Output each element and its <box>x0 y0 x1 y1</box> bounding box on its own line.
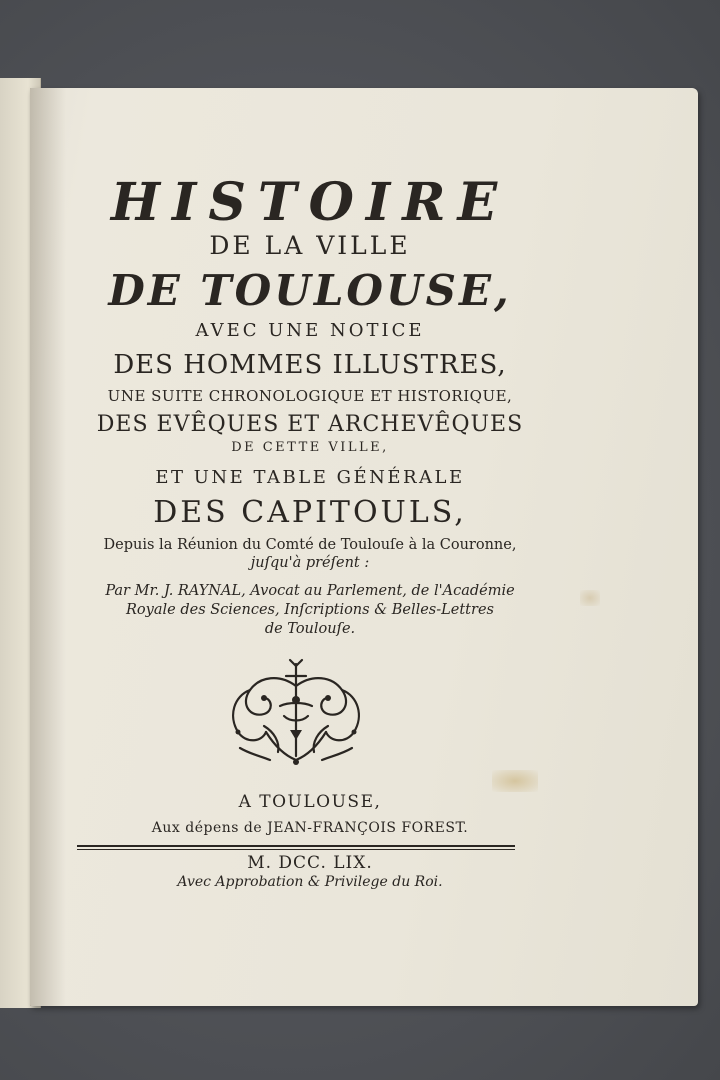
double-rule <box>77 845 515 847</box>
paper-stain <box>492 770 538 792</box>
title-line-2: DE LA VILLE <box>209 231 411 260</box>
imprint-privilege: Avec Approbation & Privilege du Roi. <box>177 874 443 890</box>
subtitle-line-4: DES EVÊQUES ET ARCHEVÊQUES <box>96 412 524 437</box>
subtitle-line-6: ET UNE TABLE GÉNÉRALE <box>155 467 465 488</box>
author-line-1: Par Mr. J. RAYNAL, Avocat au Parlement, de l'Académie <box>105 583 515 599</box>
subtitle-line-5: DE CETTE VILLE, <box>231 440 389 455</box>
title-line-1: HISTOIRE <box>110 172 510 233</box>
author-line-2: Royale des Sciences, Inſcriptions & Belles-Lettres <box>126 602 494 618</box>
title-line-3: DE TOULOUSE, <box>108 266 512 315</box>
author-line-3: de Toulouſe. <box>264 621 356 637</box>
double-rule <box>77 849 515 850</box>
subtitle-line-3: UNE SUITE CHRONOLOGIQUE ET HISTORIQUE, <box>107 387 513 405</box>
subtitle-line-2: DES HOMMES ILLUSTRES, <box>113 350 507 380</box>
period-line-2: juſqu'à préſent : <box>250 555 370 571</box>
period-line-1: Depuis la Réunion du Comté de Toulouſe à la Couronne, <box>103 537 517 553</box>
subtitle-line-7: DES CAPITOULS, <box>153 495 467 530</box>
subtitle-line-1: AVEC UNE NOTICE <box>195 320 425 341</box>
imprint-year: M. DCC. LIX. <box>247 853 373 873</box>
printers-ornament-icon <box>220 656 372 772</box>
imprint-publisher: Aux dépens de JEAN-FRANÇOIS FOREST. <box>151 820 469 836</box>
imprint-place: A TOULOUSE, <box>238 792 382 812</box>
